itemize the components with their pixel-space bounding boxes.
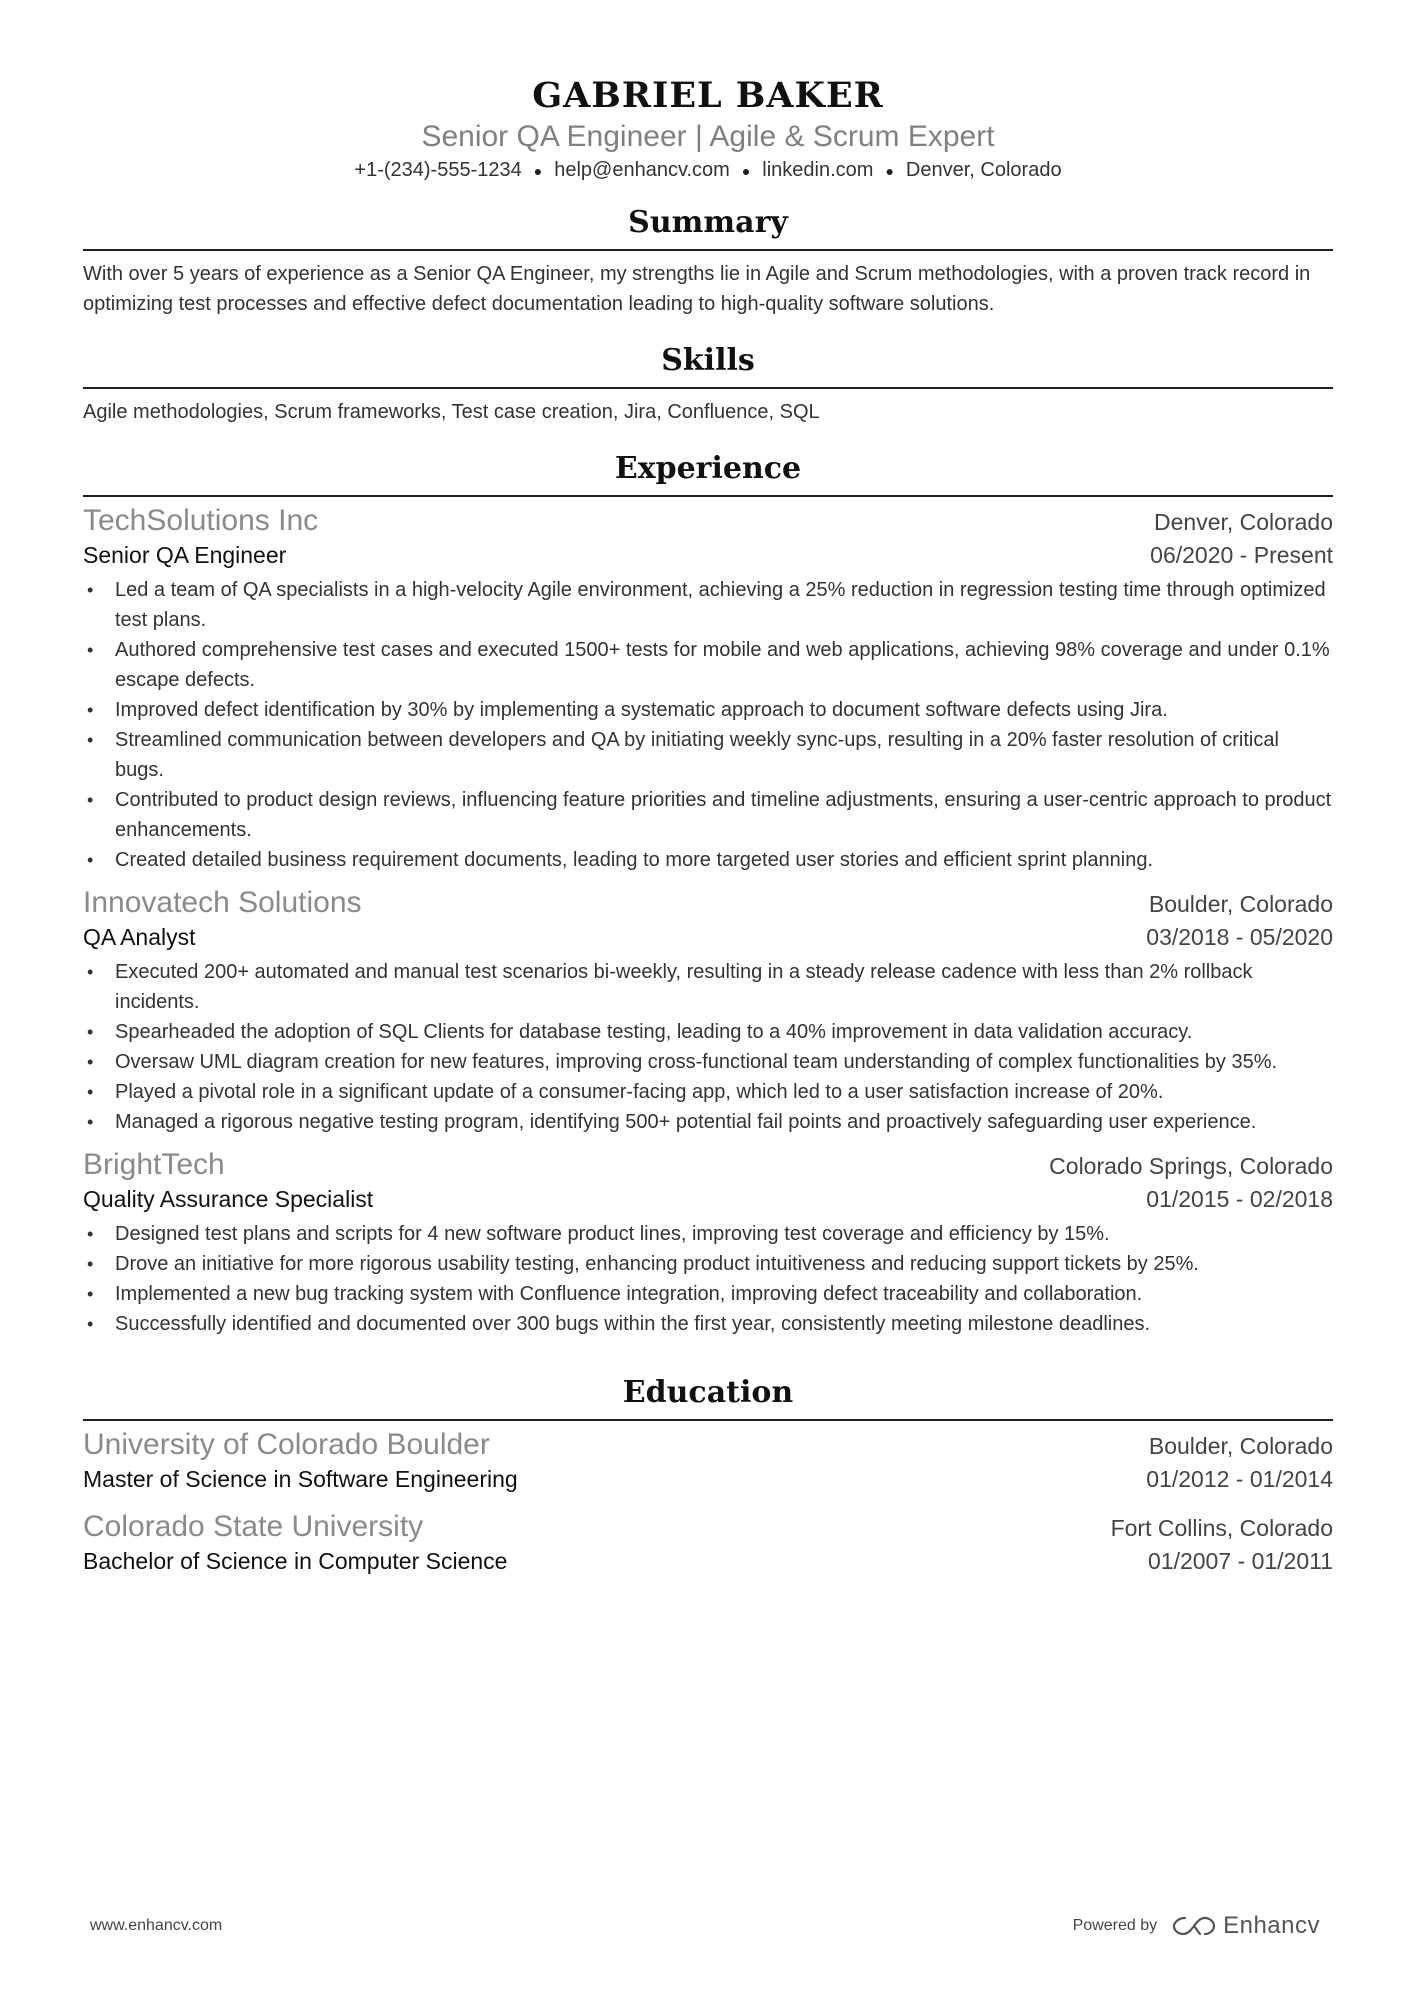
job-bullets xyxy=(83,575,1333,875)
education-dates: 01/2007 - 01/2011 xyxy=(1147,1547,1333,1574)
powered-by-label: Powered by xyxy=(1072,1917,1158,1934)
resume-header xyxy=(83,0,1333,185)
experience-entry xyxy=(83,1147,1333,1339)
list-item: • Authored comprehensive test cases and executed 1500+ tests for mobile and web applications, achieving 98% coverage and under 0.1% escape defects. xyxy=(83,635,1333,695)
school-name: University of Colorado Boulder xyxy=(83,1427,490,1461)
job-title: QA Analyst xyxy=(83,923,196,950)
company-name: Innovatech Solutions xyxy=(83,885,362,919)
education-entry xyxy=(83,1509,1333,1577)
brand-name: Enhancv xyxy=(1223,1912,1320,1939)
school-location: Fort Collins, Colorado xyxy=(1110,1514,1333,1541)
enhancv-brand-link[interactable] xyxy=(1171,1912,1320,1940)
school-location: Boulder, Colorado xyxy=(1148,1432,1333,1459)
experience-entry xyxy=(83,503,1333,875)
section-title-summary: Summary xyxy=(628,204,788,240)
list-item: • Led a team of QA specialists in a high-velocity Agile environment, achieving a 25% reduction in regression testing time through optimized test plans. xyxy=(83,575,1333,635)
list-item: • Contributed to product design reviews, influencing feature priorities and timeline adjustments, ensuring a user-centric approach to product enhancements. xyxy=(83,785,1333,845)
list-item: • Executed 200+ automated and manual test scenarios bi-weekly, resulting in a steady release cadence with less than 2% rollback incidents. xyxy=(83,957,1333,1017)
section-title-experience: Experience xyxy=(614,450,802,486)
section-divider xyxy=(83,387,1333,389)
list-item: • Spearheaded the adoption of SQL Clients for database testing, leading to a 40% improvement in data validation accuracy. xyxy=(83,1017,1333,1047)
resume-page xyxy=(83,0,1333,1577)
footer-website-link[interactable]: www.enhancv.com xyxy=(90,1917,223,1934)
job-location: Denver, Colorado xyxy=(1154,508,1333,535)
contact-linkedin[interactable]: linkedin.com xyxy=(762,159,874,181)
summary-text: With over 5 years of experience as a Senior QA Engineer, my strengths lie in Agile and Scrum methodologies, with a proven track record in optimizing test processes and effective defect documentation leading to high-quality software solutions. xyxy=(83,262,1311,315)
experience-entry xyxy=(83,885,1333,1137)
job-bullets xyxy=(83,957,1333,1137)
list-item: • Improved defect identification by 30% by implementing a systematic approach to document software defects using Jira. xyxy=(83,695,1333,725)
education-entry xyxy=(83,1427,1333,1495)
list-item: • Implemented a new bug tracking system with Confluence integration, improving defect traceability and collaboration. xyxy=(83,1279,1333,1309)
degree-title: Master of Science in Software Engineering xyxy=(83,1465,518,1492)
candidate-headline: Senior QA Engineer | Agile & Scrum Expert xyxy=(421,120,995,153)
page-footer xyxy=(90,1906,1320,1946)
contact-location: Denver, Colorado xyxy=(905,159,1062,181)
skills-text: Agile methodologies, Scrum frameworks, Test case creation, Jira, Confluence, SQL xyxy=(83,400,820,423)
job-dates: 01/2015 - 02/2018 xyxy=(1146,1185,1333,1212)
list-item: • Oversaw UML diagram creation for new features, improving cross-functional team understanding of complex functionalities by 35%. xyxy=(83,1047,1333,1077)
job-title: Senior QA Engineer xyxy=(83,541,287,568)
contact-line xyxy=(83,156,1333,185)
school-name: Colorado State University xyxy=(83,1509,424,1543)
company-name: BrightTech xyxy=(83,1147,225,1181)
list-item: • Drove an initiative for more rigorous usability testing, enhancing product intuitiveness and reducing support tickets by 25%. xyxy=(83,1249,1333,1279)
list-item: • Created detailed business requirement documents, leading to more targeted user stories and efficient sprint planning. xyxy=(83,845,1333,875)
section-divider xyxy=(83,249,1333,251)
education-section xyxy=(83,1373,1333,1577)
summary-section xyxy=(83,203,1333,319)
education-dates: 01/2012 - 01/2014 xyxy=(1146,1465,1333,1492)
section-divider xyxy=(83,1419,1333,1421)
bullet-separator-icon: ● xyxy=(741,162,751,179)
bullet-separator-icon: ● xyxy=(533,162,543,179)
bullet-separator-icon: ● xyxy=(885,162,894,179)
job-bullets xyxy=(83,1219,1333,1339)
section-divider xyxy=(83,495,1333,497)
list-item: • Streamlined communication between developers and QA by initiating weekly sync-ups, resulting in a 20% faster resolution of critical bugs. xyxy=(83,725,1333,785)
list-item: • Successfully identified and documented over 300 bugs within the first year, consistently meeting milestone deadlines. xyxy=(83,1309,1333,1339)
list-item: • Designed test plans and scripts for 4 new software product lines, improving test coverage and efficiency by 15%. xyxy=(83,1219,1333,1249)
contact-phone[interactable]: +1-(234)-555-1234 xyxy=(354,159,522,181)
job-dates: 06/2020 - Present xyxy=(1150,541,1333,568)
degree-title: Bachelor of Science in Computer Science xyxy=(83,1547,508,1574)
company-name: TechSolutions Inc xyxy=(83,503,319,537)
candidate-name: GABRIEL BAKER xyxy=(532,75,884,116)
job-location: Boulder, Colorado xyxy=(1148,890,1333,917)
section-title-skills: Skills xyxy=(661,342,755,378)
job-dates: 03/2018 - 05/2020 xyxy=(1146,923,1333,950)
job-title: Quality Assurance Specialist xyxy=(83,1185,374,1212)
footer-branding xyxy=(1073,1912,1320,1940)
experience-section xyxy=(83,449,1333,1339)
skills-section xyxy=(83,341,1333,427)
job-location: Colorado Springs, Colorado xyxy=(1049,1152,1333,1179)
section-title-education: Education xyxy=(622,1374,794,1410)
enhancv-logo-icon xyxy=(1171,1914,1217,1938)
list-item: • Played a pivotal role in a significant update of a consumer-facing app, which led to a user satisfaction increase of 20%. xyxy=(83,1077,1333,1107)
list-item: • Managed a rigorous negative testing program, identifying 500+ potential fail points and proactively safeguarding user experience. xyxy=(83,1107,1333,1137)
contact-email[interactable]: help@enhancv.com xyxy=(554,159,730,181)
